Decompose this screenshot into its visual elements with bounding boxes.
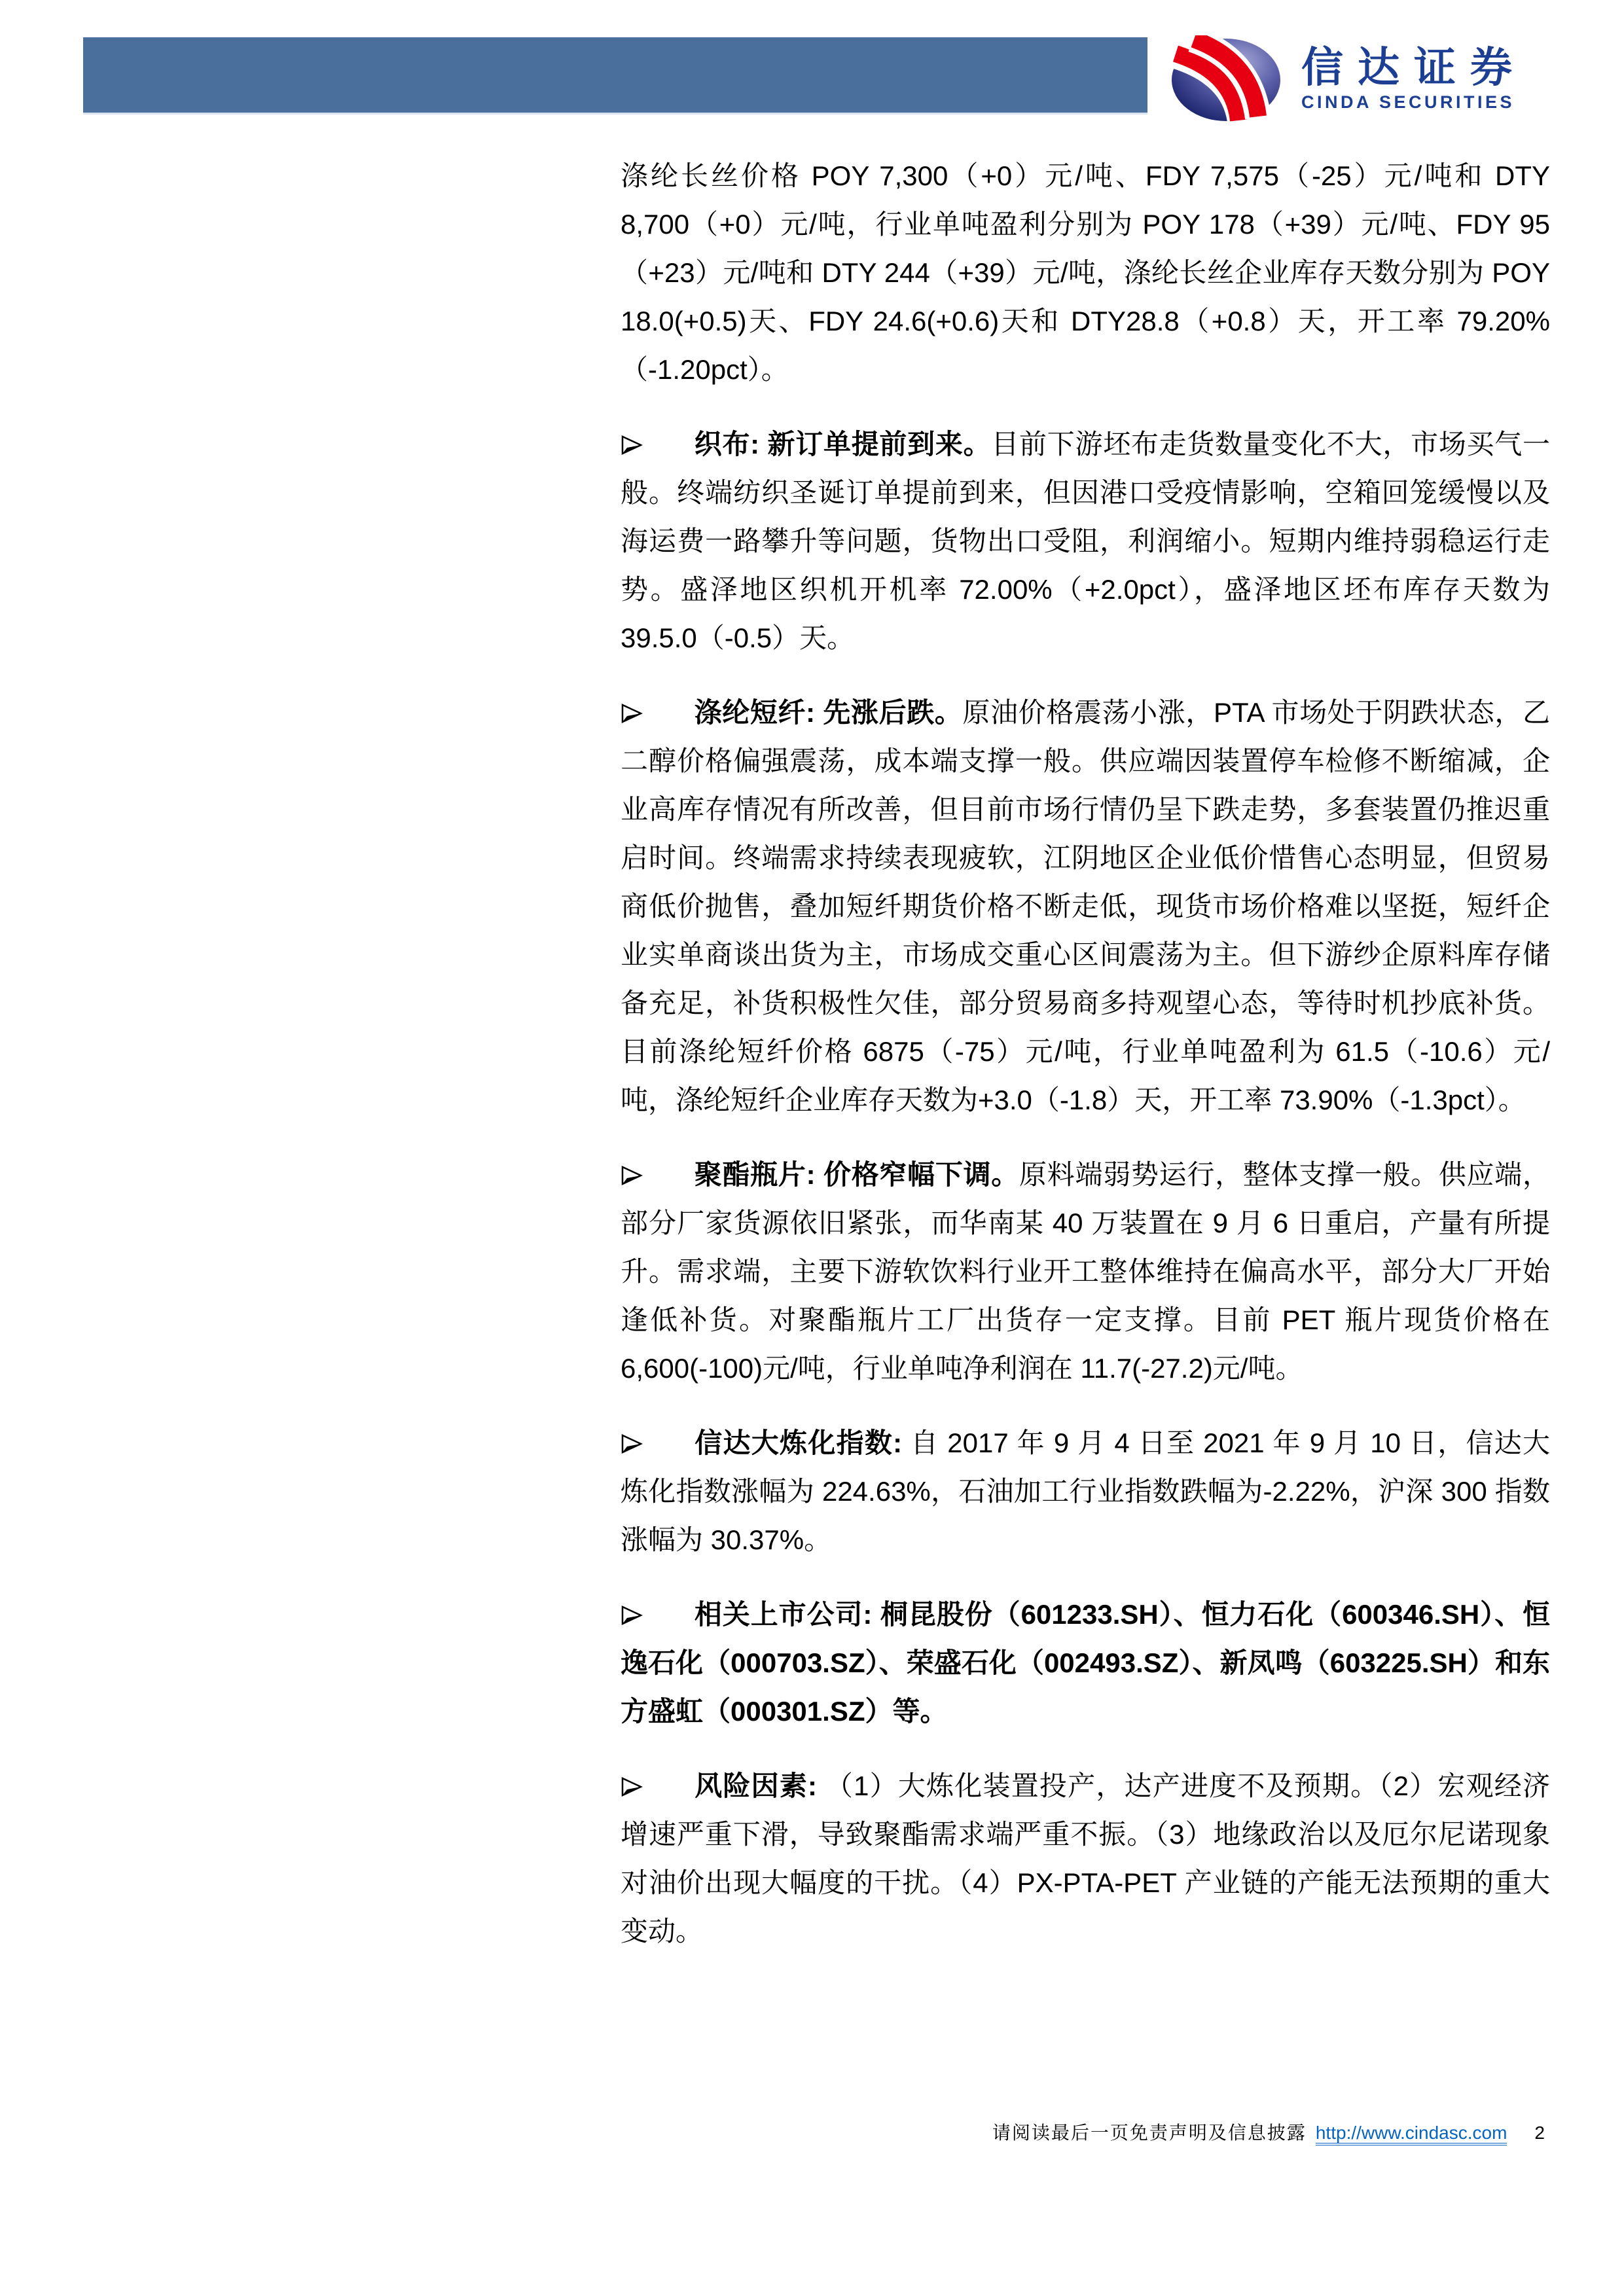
company-logo (1170, 34, 1553, 122)
bullet-arrow-icon (621, 1419, 694, 1467)
cinda-globe-icon (1170, 35, 1282, 122)
bullet-lead: 织布: 新订单提前到来。 (694, 429, 992, 459)
footer-disclaimer: 请阅读最后一页免责声明及信息披露 (992, 2123, 1307, 2143)
intro-paragraph: 涤纶长丝价格 POY 7,300（+0）元/吨、FDY 7,575（-25）元/吨和 DTY 8,700（+0）元/吨，行业单吨盈利分别为 POY 178（+39）元/吨、FDY 95（+23）元/吨和 DTY 244（+39）元/吨，涤纶长丝企业库存天数分别为 POY 18.0(+0.5)天、FDY 24.6(+0.6)天和 DTY28.8（+0.8）天，开工率 79.20%（-1.20pct）。 (621, 160, 1550, 385)
brand-text (1301, 45, 1526, 113)
bullet-risk-factors (621, 1762, 1550, 1956)
bullet-weaving (621, 420, 1550, 662)
bullet-polyester-staple (621, 689, 1550, 1124)
bullet-text: （1）大炼化装置投产，达产进度不及预期。（2）宏观经济增速严重下滑，导致聚酯需求端严重不振。（3）地缘政治以及厄尔尼诺现象对油价出现大幅度的干扰。（4）PX-PTA-PET 产业链的产能无法预期的重大变动。 (621, 1770, 1551, 1946)
bullet-arrow-icon (621, 1590, 694, 1639)
footer-website-link[interactable]: http://www.cindasc.com (1316, 2123, 1507, 2145)
bullet-lead: 相关上市公司: 桐昆股份（601233.SH）、恒力石化（600346.SH）、恒逸石化（000703.SZ）、荣盛石化（002493.SZ）、新凤鸣（603225.SH）和东方盛虹（000301.SZ）等。 (621, 1599, 1550, 1727)
header-bar (83, 37, 1147, 115)
page-number: 2 (1534, 2123, 1545, 2143)
bullet-arrow-icon (621, 1151, 694, 1199)
bullet-lead: 聚酯瓶片: 价格窄幅下调。 (694, 1159, 1020, 1190)
bullet-lead: 风险因素: (694, 1770, 825, 1801)
bullet-pet-chips (621, 1151, 1550, 1393)
bullet-text: 原料端弱势运行，整体支撑一般。供应端，部分厂家货源依旧紧张，而华南某 40 万装置在 9 月 6 日重启，产量有所提升。需求端，主要下游软饮料行业开工整体维持在偏高水平，部分大厂开始逢低补货。对聚酯瓶片工厂出货存一定支撑。目前 PET 瓶片现货价格在 6,600(-100)元/吨，行业单吨净利润在 11.7(-27.2)元/吨。 (621, 1159, 1550, 1384)
bullet-text: 目前下游坯布走货数量变化不大，市场买气一般。终端纺织圣诞订单提前到来，但因港口受疫情影响，空箱回笼缓慢以及海运费一路攀升等问题，货物出口受阻，利润缩小。短期内维持弱稳运行走势。盛泽地区织机开机率 72.00%（+2.0pct），盛泽地区坯布库存天数为 39.5.0（-0.5）天。 (621, 429, 1550, 653)
bullet-lead: 信达大炼化指数: (694, 1427, 911, 1458)
bullet-arrow-icon (621, 1762, 694, 1810)
bullet-arrow-icon (621, 420, 694, 469)
brand-name-english: CINDA SECURITIES (1301, 92, 1515, 112)
bullet-list (621, 420, 1550, 1956)
bullet-lead: 涤纶短纤: 先涨后跌。 (694, 697, 963, 728)
report-body (621, 152, 1550, 1982)
bullet-listed-companies (621, 1590, 1550, 1736)
bullet-text: 原油价格震荡小涨，PTA 市场处于阴跌状态，乙二醇价格偏强震荡，成本端支撑一般。供应端因装置停车检修不断缩减，企业高库存情况有所改善，但目前市场行情仍呈下跌走势，多套装置仍推迟重启时间。终端需求持续表现疲软，江阴地区企业低价惜售心态明显，但贸易商低价抛售，叠加短纤期货价格不断走低，现货市场价格难以坚挺，短纤企业实单商谈出货为主，市场成交重心区间震荡为主。但下游纱企原料库存储备充足，补货积极性欠佳，部分贸易商多持观望心态，等待时机抄底补货。目前涤纶短纤价格 6875（-75）元/吨，行业单吨盈利为 61.5（-10.6）元/吨，涤纶短纤企业库存天数为+3.0（-1.8）天，开工率 73.90%（-1.3pct）。 (621, 697, 1551, 1115)
brand-name-chinese: 信达证券 (1301, 43, 1526, 91)
page-footer (992, 2119, 1545, 2147)
bullet-cinda-refining-index (621, 1419, 1550, 1564)
bullet-text: 自 2017 年 9 月 4 日至 2021 年 9 月 10 日，信达大炼化指数涨幅为 224.63%，石油加工行业指数跌幅为-2.22%，沪深 300 指数涨幅为 30.37%。 (621, 1427, 1551, 1555)
bullet-arrow-icon (621, 689, 694, 737)
